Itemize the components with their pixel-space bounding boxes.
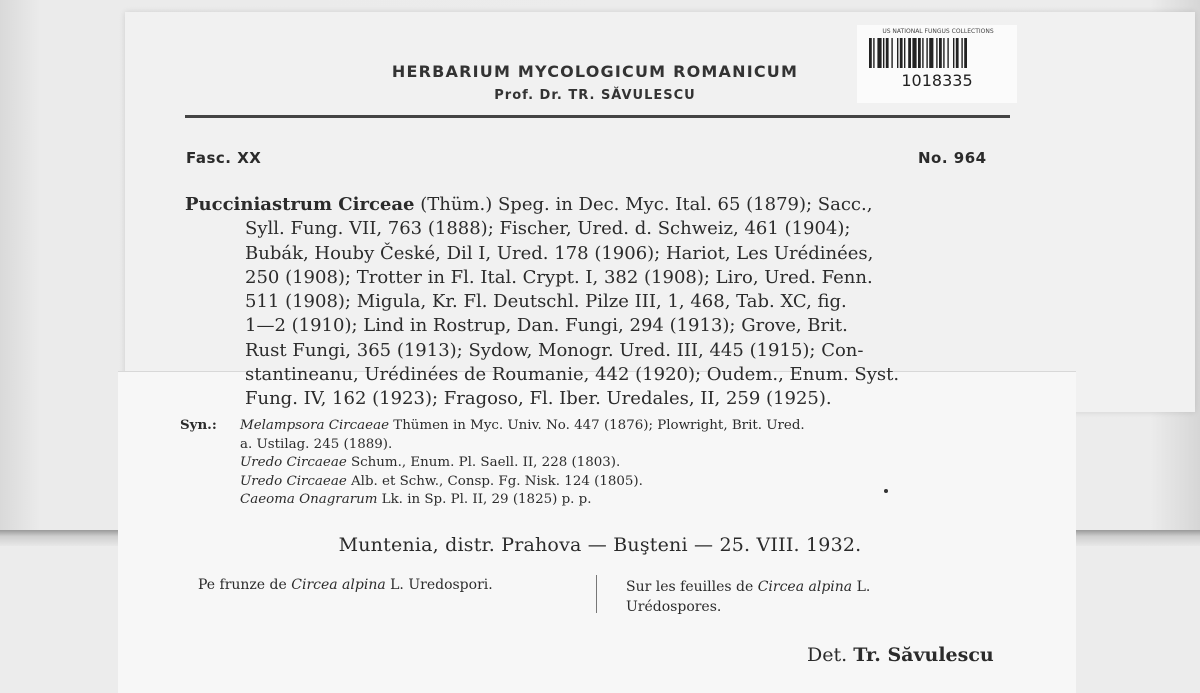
host-french-line2: Urédospores.	[626, 599, 722, 615]
barcode-number: 1018335	[901, 71, 973, 90]
synonyms-block	[180, 416, 1025, 510]
host-romanian: Pe frunze de Circea alpina L. Uredospori.	[198, 577, 493, 593]
species-name: Pucciniastrum Circeae	[185, 194, 415, 215]
citation-line: Rust Fungi, 365 (1913); Sydow, Monogr. Ured. III, 445 (1915); Con-	[245, 339, 864, 361]
determiner-name: Tr. Săvulescu	[853, 644, 994, 666]
barcode-bar	[869, 38, 872, 68]
barcode-bar	[936, 38, 937, 68]
barcode-bar	[904, 38, 905, 68]
fascicle-label: Fasc. XX	[186, 149, 262, 167]
specimen-number: No. 964	[918, 149, 987, 167]
column-divider	[596, 575, 597, 613]
barcode-bar	[943, 38, 944, 68]
citation-line: Pucciniastrum Circeae (Thüm.) Speg. in Dec. Myc. Ital. 65 (1879); Sacc.,	[185, 194, 873, 215]
determiner: Det. Tr. Săvulescu	[807, 644, 994, 666]
barcode-bar	[953, 38, 954, 68]
host-french: Sur les feuilles de Circea alpina L. Urédospores.	[626, 577, 1026, 617]
barcode-bar	[961, 38, 962, 68]
header-rule	[185, 115, 1010, 118]
citation-line: 511 (1908); Migula, Kr. Fl. Deutschl. Pilze III, 1, 468, Tab. XC, fig.	[245, 291, 847, 313]
barcode-bar	[918, 38, 921, 68]
barcode-bar	[883, 38, 884, 68]
barcode-bar	[886, 38, 889, 68]
citation-line: Fung. IV, 162 (1923); Fragoso, Fl. Iber. Uredales, II, 259 (1925).	[245, 388, 832, 410]
barcode-bar	[964, 38, 967, 68]
synonyms-label: Syn.:	[180, 417, 217, 433]
herbarium-subtitle: Prof. Dr. TR. SĂVULESCU	[494, 88, 696, 103]
synonym-line: Uredo Circaeae Schum., Enum. Pl. Saell. II, 228 (1803).	[240, 455, 621, 470]
barcode-bar	[908, 38, 911, 68]
barcode-caption: US NATIONAL FUNGUS COLLECTIONS	[882, 28, 994, 35]
citation-line: Syll. Fung. VII, 763 (1888); Fischer, Ured. d. Schweiz, 461 (1904);	[245, 218, 851, 240]
barcode-bar	[939, 38, 942, 68]
collection-locality: Muntenia, distr. Prahova — Buşteni — 25. VIII. 1932.	[338, 534, 862, 556]
barcode-bar	[956, 38, 959, 68]
barcode-bar	[873, 38, 874, 68]
barcode-bar	[897, 38, 898, 68]
species-citation-block	[185, 193, 1020, 412]
barcode-label	[857, 25, 1017, 103]
citation-line: 250 (1908); Trotter in Fl. Ital. Crypt. I, 382 (1908); Liro, Ured. Fenn.	[245, 266, 873, 288]
barcode-bar	[877, 38, 881, 68]
barcode-bar	[947, 38, 948, 68]
barcode-icon	[869, 38, 1005, 68]
herbarium-title: HERBARIUM MYCOLOGICUM ROMANICUM	[391, 62, 799, 81]
barcode-bar	[929, 38, 933, 68]
citation-line: 1—2 (1910); Lind in Rostrup, Dan. Fungi, 294 (1913); Grove, Brit.	[245, 315, 848, 337]
synonym-line: Uredo Circaeae Alb. et Schw., Consp. Fg. Nisk. 124 (1805).	[240, 473, 643, 489]
barcode-bar	[912, 38, 916, 68]
barcode-bar	[926, 38, 927, 68]
barcode-bar	[891, 38, 892, 68]
citation-line: stantineanu, Urédinées de Roumanie, 442 (1920); Oudem., Enum. Syst.	[245, 364, 900, 386]
citation-line: Bubák, Houby České, Dil I, Ured. 178 (1906); Hariot, Les Urédinées,	[245, 242, 874, 264]
barcode-bar	[922, 38, 923, 68]
synonym-line: a. Ustilag. 245 (1889).	[240, 436, 393, 452]
synonym-line: Caeoma Onagrarum Lk. in Sp. Pl. II, 29 (1825) p. p.	[240, 492, 592, 507]
barcode-bar	[900, 38, 903, 68]
ink-dot	[884, 489, 888, 493]
synonym-line: Syn.: Melampsora Circaeae Thümen in Myc. Univ. No. 447 (1876); Plowright, Brit. Ured.	[180, 417, 805, 433]
